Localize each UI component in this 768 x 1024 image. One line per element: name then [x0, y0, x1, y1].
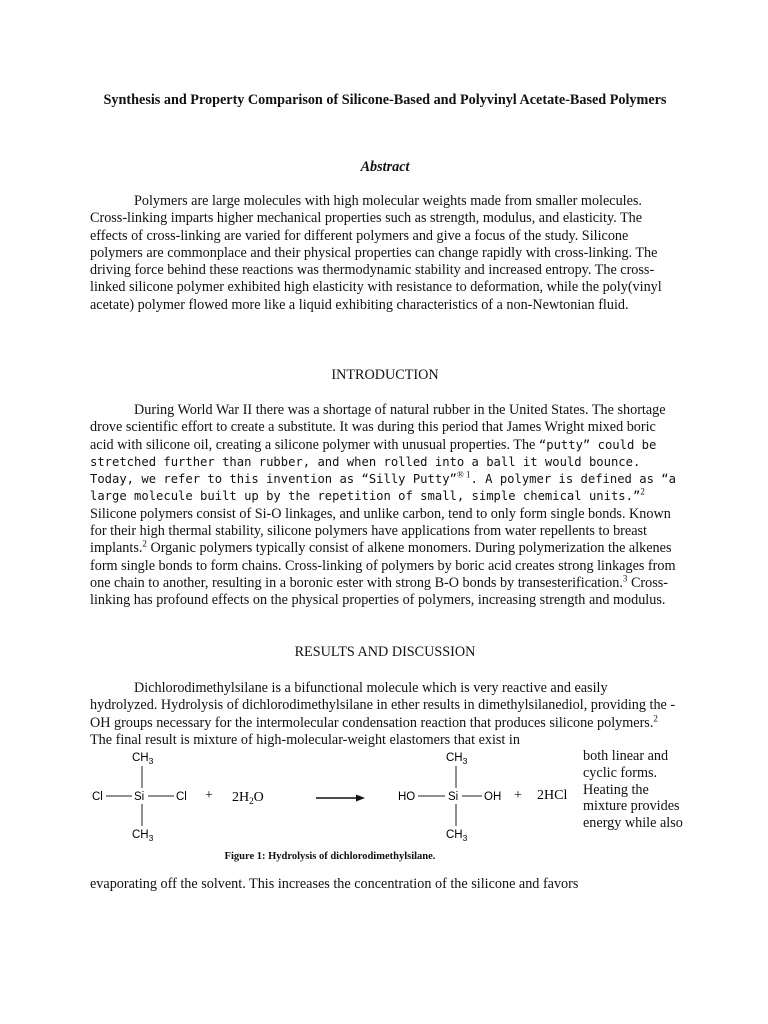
intro-citation-3: 2 [142, 538, 147, 549]
plus-sign-1: + [205, 788, 213, 803]
plus-sign-2: + [514, 788, 522, 803]
figure-caption: Figure 1: Hydrolysis of dichlorodimethylsilane. [224, 851, 436, 862]
intro-text-3: . A polymer is defined as “a large molecule built up by the repetition of small, simple chemical units.” [90, 472, 676, 504]
figure-wrap-text: both linear and cyclic forms. Heating the mixture provides energy while also [583, 748, 683, 832]
results-continuation-line: evaporating off the solvent. This increases the concentration of the silicone and favors [90, 876, 579, 892]
results-heading: RESULTS AND DISCUSSION [294, 644, 476, 660]
reactant-bottom-methyl: $CH_3$ [132, 829, 154, 843]
product-left-hydroxyl: HO [398, 791, 416, 803]
results-citation-1: 2 [653, 712, 658, 723]
intro-text-5: Organic polymers typically consist of alkene monomers. During polymerization the alkenes form single bonds to form chains. Cross-linking of polymers by boric acid creates strong linkages from one chain to another, resulting in a boronic ester with strong B-O bonds by transesterification. [90, 540, 676, 591]
hydrochloric-acid-product: 2HCl [537, 788, 568, 803]
intro-citation-4: 3 [622, 573, 628, 584]
results-text-1: Dichlorodimethylsilane is a bifunctional molecule which is very reactive and easily hydrolyzed. Hydrolysis of dichlorodimethylsilane in ether results in dimethylsilanediol, providing the -OH groups necessary for the intermolecular condensation reaction that produces silicone polymers. [90, 680, 676, 731]
intro-text-2: “putty” could be stretched further than rubber, and when rolled into a ball it would bounce. Today, we refer to this invention as “Silly Putty” [90, 437, 657, 487]
intro-text-6: Cross-linking has profound effects on the physical properties of polymers, increasing strength and modulus. [90, 574, 669, 609]
abstract-heading: Abstract [360, 159, 410, 175]
reaction-arrow [316, 795, 365, 802]
intro-citation-2: 2 [640, 486, 645, 497]
water-reagent: $2H_2O$ [232, 790, 264, 806]
intro-citation-1: ® 1 [456, 469, 471, 480]
reactant-right-chlorine: Cl [176, 791, 187, 803]
product-dimethylsilanediol [398, 752, 501, 843]
intro-text-4: Silicone polymers consist of Si-O linkages, and unlike carbon, tend to only form single bonds. Known for their high thermal stability, silicone polymers have applications from water repellents to breast implants. [90, 505, 671, 557]
reactant-left-chlorine: Cl [92, 791, 103, 803]
intro-text-1: During World War II there was a shortage of natural rubber in the United States. The shortage drove scientific effort to create a substitute. It was during this period that James Wright mixed boric acid with silicone oil, creating a silicone polymer with unusual properties. The [90, 402, 666, 453]
paper-title: Synthesis and Property Comparison of Silicone-Based and Polyvinyl Acetate-Based Polymers [103, 92, 667, 108]
product-silicon: Si [448, 791, 459, 803]
product-top-methyl: $CH_3$ [446, 752, 468, 766]
results-paragraph [90, 680, 678, 749]
product-right-hydroxyl: OH [484, 791, 502, 803]
introduction-heading: INTRODUCTION [331, 367, 439, 383]
abstract-paragraph [90, 193, 678, 314]
abstract-text: Polymers are large molecules with high molecular weights made from smaller molecules. Cross-linking imparts higher mechanical properties such as strength, modulus, and elasticity. The effects of cross-linking are varied for different polymers and give a focus of the study. Silicone polymers are commonplace and their physical properties can change rapidly with cross-linking. The driving force behind these reactions was thermodynamic stability and increased entropy. The cross-linked silicone polymer exhibited high elasticity with resistance to deformation, while the poly(vinyl acetate) polymer flowed more like a liquid exhibiting characteristics of a non-Newtonian fluid. [90, 193, 662, 313]
introduction-paragraph [90, 402, 678, 610]
reactant-top-methyl: $CH_3$ [132, 752, 154, 766]
product-bottom-methyl: $CH_3$ [446, 829, 468, 843]
reactant-silicon: Si [134, 791, 145, 803]
results-text-2: The final result is mixture of high-molecular-weight elastomers that exist in [90, 731, 520, 748]
reactant-dichlorodimethylsilane [92, 752, 187, 843]
